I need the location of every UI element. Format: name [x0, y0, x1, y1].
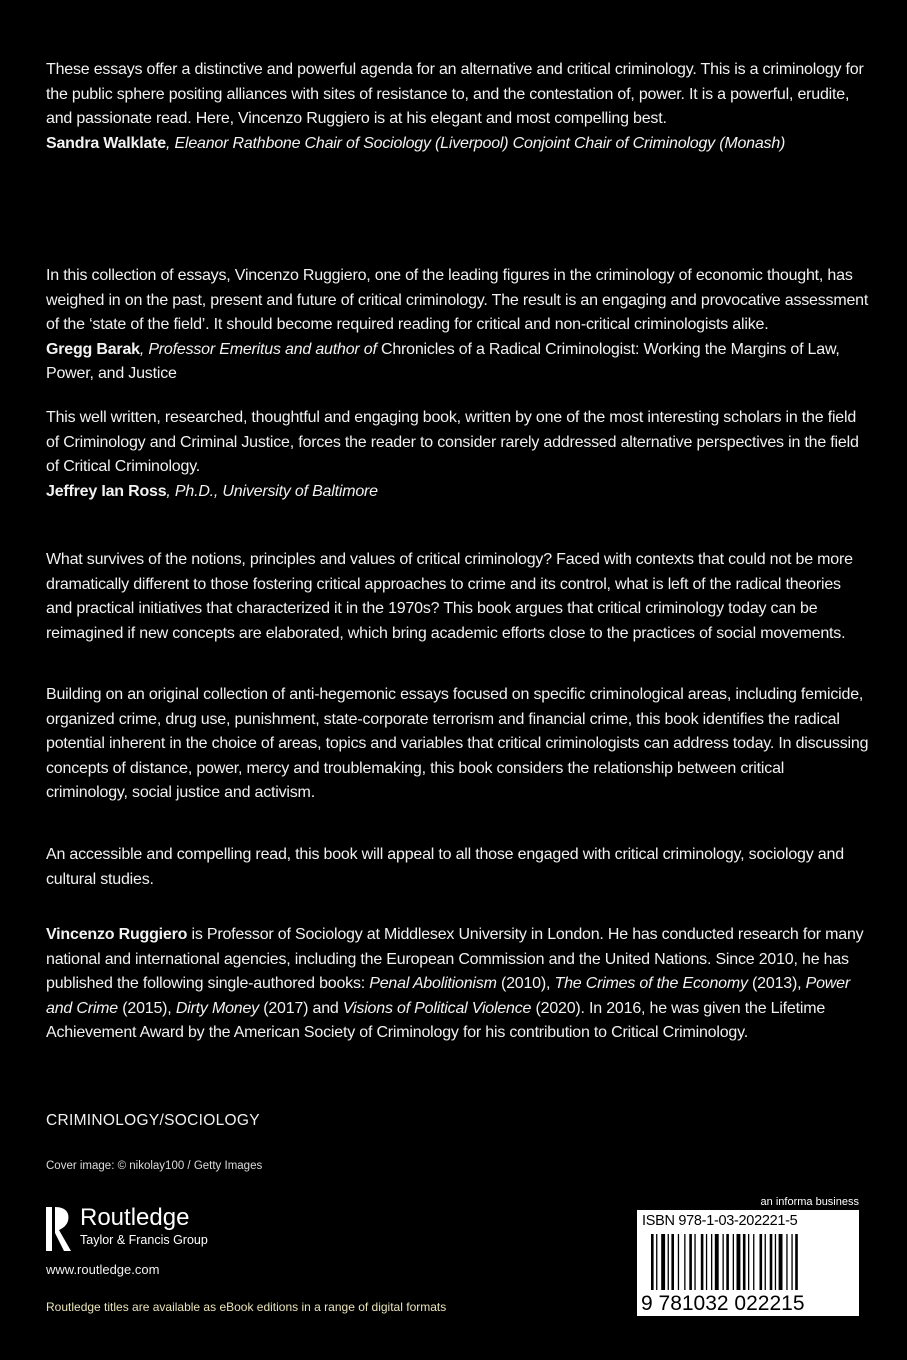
- book-title: Dirty Money: [175, 999, 259, 1017]
- author-name: Vincenzo Ruggiero: [46, 926, 188, 943]
- author-bio: [46, 923, 870, 1046]
- bio-text: (2010),: [496, 975, 555, 992]
- cover-credit: Cover image: © nikolay100 / Getty Images: [46, 1160, 263, 1172]
- bio-text: is Professor of Sociology at Middlesex University in London. He has conducted research for many national and international agencies, including the European Commission and the United Nations. Since 2010, he has published the following single-authored books:: [46, 926, 864, 992]
- routledge-r-icon: [46, 1205, 74, 1253]
- endorser-affiliation: , Eleanor Rathbone Chair of Sociology (Liverpool) Conjoint Chair of Criminology (Monash): [166, 134, 786, 152]
- endorsement-1: [46, 58, 870, 156]
- endorsement-quote: These essays offer a distinctive and powerful agenda for an alternative and critical criminology. This is a criminology for the public sphere positing alliances with sites of resistance to, and the contestation of, power. It is a powerful, erudite, and passionate read. Here, Vincenzo Ruggiero is at his elegant and most compelling best.: [46, 61, 864, 127]
- description-3: An accessible and compelling read, this book will appeal to all those engaged with critical criminology, sociology and cultural studies.: [46, 846, 844, 888]
- endorsement-quote: This well written, researched, thoughtful and engaging book, written by one of the most interesting scholars in the field of Criminology and Criminal Justice, forces the reader to consider rarely addressed alternative perspectives in the field of Critical Criminology.: [46, 409, 859, 475]
- book-title: Penal Abolitionism: [369, 975, 497, 992]
- endorser-name: Gregg Barak: [46, 340, 140, 358]
- description-1: What survives of the notions, principles and values of critical criminology? Faced with contexts that could not be more dramatically different to those fostering critical approaches to crime and its control, what is left of the radical theories and practical initiatives that characterized it in the 1970s? This book argues that critical criminology today can be reimagined if new concepts are elaborated, which bring academic efforts close to the practices of social movements.: [46, 551, 853, 642]
- publisher-url[interactable]: www.routledge.com: [46, 1262, 160, 1277]
- book-title: The Crimes of the Economy: [554, 975, 748, 992]
- bio-text: (2020). In 2016, he was given the Lifetime Achievement Award by the American Society of Criminology for his contribution to Critical Criminology.: [46, 999, 826, 1041]
- informa-tagline: an informa business: [760, 1196, 859, 1208]
- isbn-barcode: [637, 1210, 859, 1316]
- publisher-group: Taylor & Francis Group: [80, 1233, 208, 1247]
- book-title: Visions of Political Violence: [342, 999, 532, 1017]
- ebook-note: Routledge titles are available as eBook editions in a range of digital formats: [46, 1300, 447, 1314]
- bio-text: (2017) and: [258, 999, 343, 1017]
- endorsement-3: [46, 406, 870, 504]
- bio-text: (2013),: [747, 975, 806, 992]
- endorsement-quote: In this collection of essays, Vincenzo Ruggiero, one of the leading figures in the criminology of economic thought, has weighed in on the past, present and future of critical criminology. The result is an engaging and provocative assessment of the ‘state of the field’. It should become required reading for critical and non-critical criminologists alike.: [46, 267, 869, 333]
- endorser-affiliation: , Ph.D., University of Baltimore: [166, 482, 378, 500]
- endorser-name: Jeffrey Ian Ross: [46, 482, 167, 500]
- endorser-work: Chronicles of a Radical Criminologist: Working the Margins of Law, Power, and Justice: [46, 340, 840, 382]
- bio-text: (2015),: [118, 999, 176, 1017]
- barcode-digits: 9 781032 022215: [641, 1292, 805, 1315]
- endorsement-2: [46, 264, 870, 387]
- endorser-name: Sandra Walklate: [46, 134, 167, 152]
- isbn-text: ISBN 978-1-03-202221-5: [642, 1213, 798, 1229]
- description-2: Building on an original collection of anti-hegemonic essays focused on specific criminological areas, including femicide, organized crime, drug use, punishment, state-corporate terrorism and financial crime, this book identifies the radical potential inherent in the choice of areas, topics and variables that critical criminologists can address today. In discussing concepts of distance, power, mercy and troublemaking, this book considers the relationship between critical criminology, social justice and activism.: [46, 686, 869, 801]
- subject-category: CRIMINOLOGY/SOCIOLOGY: [46, 1112, 260, 1129]
- endorser-affiliation: , Professor Emeritus and author of: [139, 340, 381, 358]
- publisher-name: Routledge: [80, 1204, 190, 1231]
- book-title: Power and Crime: [46, 975, 850, 1017]
- routledge-logo: [46, 1205, 208, 1253]
